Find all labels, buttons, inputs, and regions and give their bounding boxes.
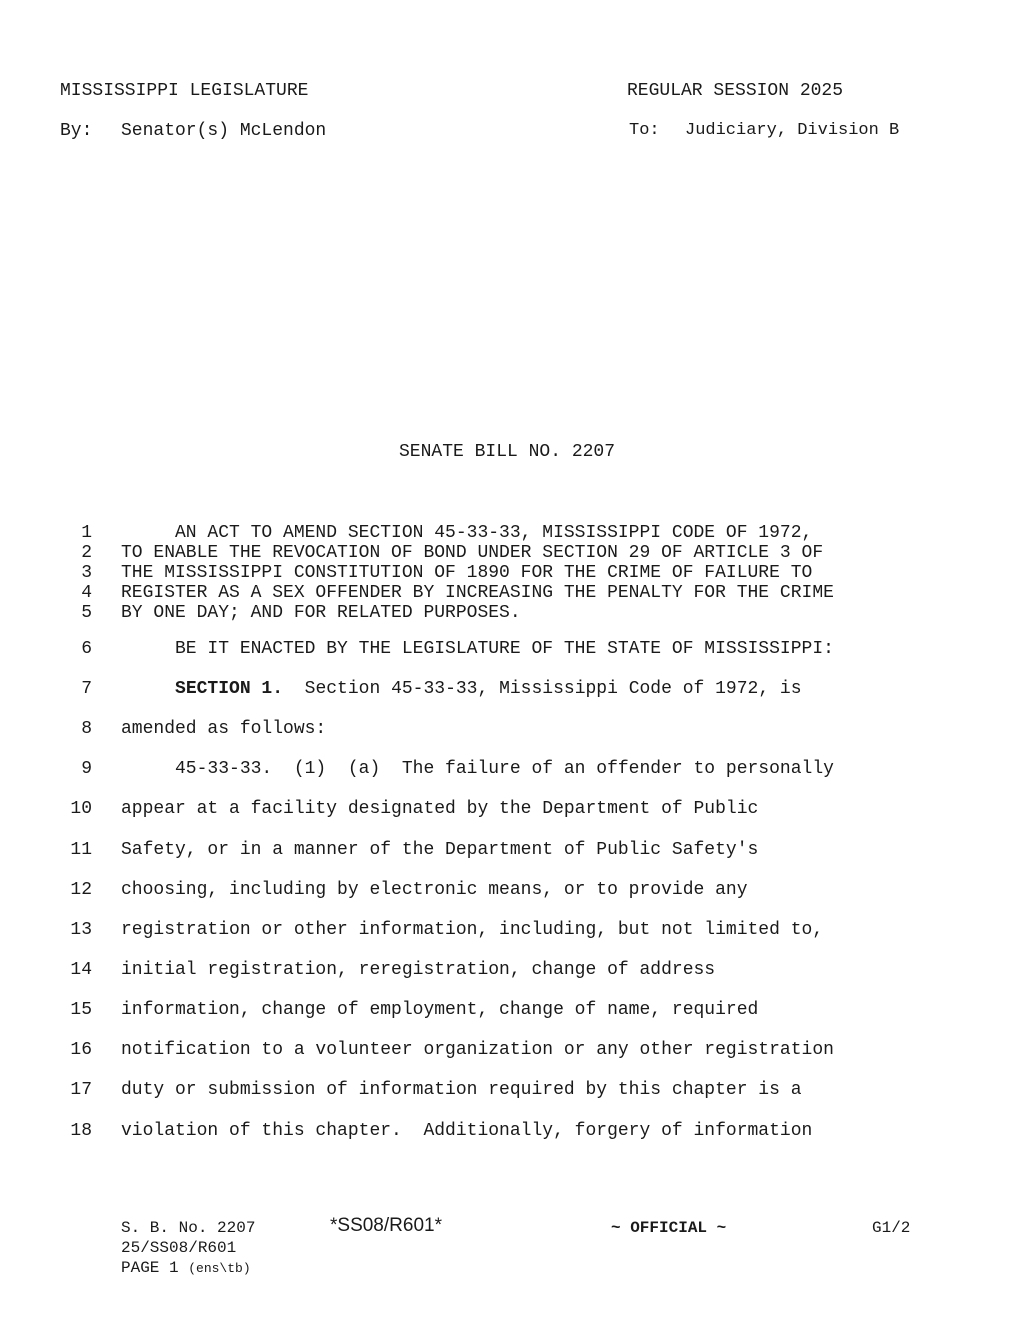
body-line: registration or other information, including, but not limited to, (121, 920, 824, 940)
act-title-line: AN ACT TO AMEND SECTION 45-33-33, MISSISSIPPI CODE OF 1972, (121, 523, 813, 543)
line-number: 2 (81, 543, 92, 563)
line-number: 5 (81, 603, 92, 623)
act-title-line: TO ENABLE THE REVOCATION OF BOND UNDER SECTION 29 OF ARTICLE 3 OF (121, 543, 824, 563)
section-label: SECTION 1. (175, 679, 284, 699)
line-number: 6 (81, 639, 92, 659)
bill-reference: S. B. No. 2207 (121, 1219, 256, 1237)
line-number: 1 (81, 523, 92, 543)
body-line: choosing, including by electronic means, or to provide any (121, 880, 748, 900)
document-code: G1/2 (872, 1219, 911, 1237)
act-title-line: BY ONE DAY; AND FOR RELATED PURPOSES. (121, 603, 521, 623)
document-id: 25/SS08/R601 (121, 1239, 237, 1257)
body-line: information, change of employment, change of name, required (121, 1000, 759, 1020)
enacting-clause: BE IT ENACTED BY THE LEGISLATURE OF THE STATE OF MISSISSIPPI: (121, 639, 834, 659)
line-number: 13 (70, 920, 92, 940)
body-line: initial registration, reregistration, change of address (121, 960, 716, 980)
body-line: violation of this chapter. Additionally, forgery of information (121, 1121, 813, 1141)
page-label: PAGE 1 (121, 1259, 179, 1277)
act-title-line: REGISTER AS A SEX OFFENDER BY INCREASING THE PENALTY FOR THE CRIME (121, 583, 834, 603)
page-number (121, 1259, 251, 1277)
official-marker: ~ OFFICIAL ~ (611, 1219, 727, 1237)
body-line: Safety, or in a manner of the Department of Public Safety's (121, 840, 759, 860)
line-number: 8 (81, 719, 92, 739)
line-number: 11 (70, 840, 92, 860)
body-line: amended as follows: (121, 719, 327, 739)
session-label: REGULAR SESSION 2025 (627, 81, 844, 101)
line-number: 7 (81, 679, 92, 699)
line-number: 16 (70, 1040, 92, 1060)
legislature-name: MISSISSIPPI LEGISLATURE (60, 81, 309, 101)
by-label: By: (60, 121, 93, 141)
line-number: 18 (70, 1121, 92, 1141)
body-line: 45-33-33. (1) (a) The failure of an offender to personally (121, 759, 834, 779)
body-line: notification to a volunteer organization or any other registration (121, 1040, 834, 1060)
line-number: 12 (70, 880, 92, 900)
barcode-label: *SS08/R601* (330, 1215, 442, 1236)
line-number: 9 (81, 759, 92, 779)
to-label: To: (629, 121, 660, 140)
line-number: 10 (70, 799, 92, 819)
line-number: 17 (70, 1080, 92, 1100)
body-line: duty or submission of information required by this chapter is a (121, 1080, 802, 1100)
typist-initials: (ens\tb) (188, 1261, 251, 1276)
body-line: appear at a facility designated by the Department of Public (121, 799, 759, 819)
section-1-line (121, 679, 802, 699)
bill-title: SENATE BILL NO. 2207 (399, 442, 616, 462)
act-title-line: THE MISSISSIPPI CONSTITUTION OF 1890 FOR THE CRIME OF FAILURE TO (121, 563, 813, 583)
sponsor-name: Senator(s) McLendon (121, 121, 327, 141)
line-number: 3 (81, 563, 92, 583)
committee-name: Judiciary, Division B (685, 121, 900, 140)
section-text: Section 45-33-33, Mississippi Code of 1972, is (283, 679, 802, 699)
section-indent (121, 679, 175, 699)
line-number: 15 (70, 1000, 92, 1020)
line-number: 4 (81, 583, 92, 603)
line-number: 14 (70, 960, 92, 980)
